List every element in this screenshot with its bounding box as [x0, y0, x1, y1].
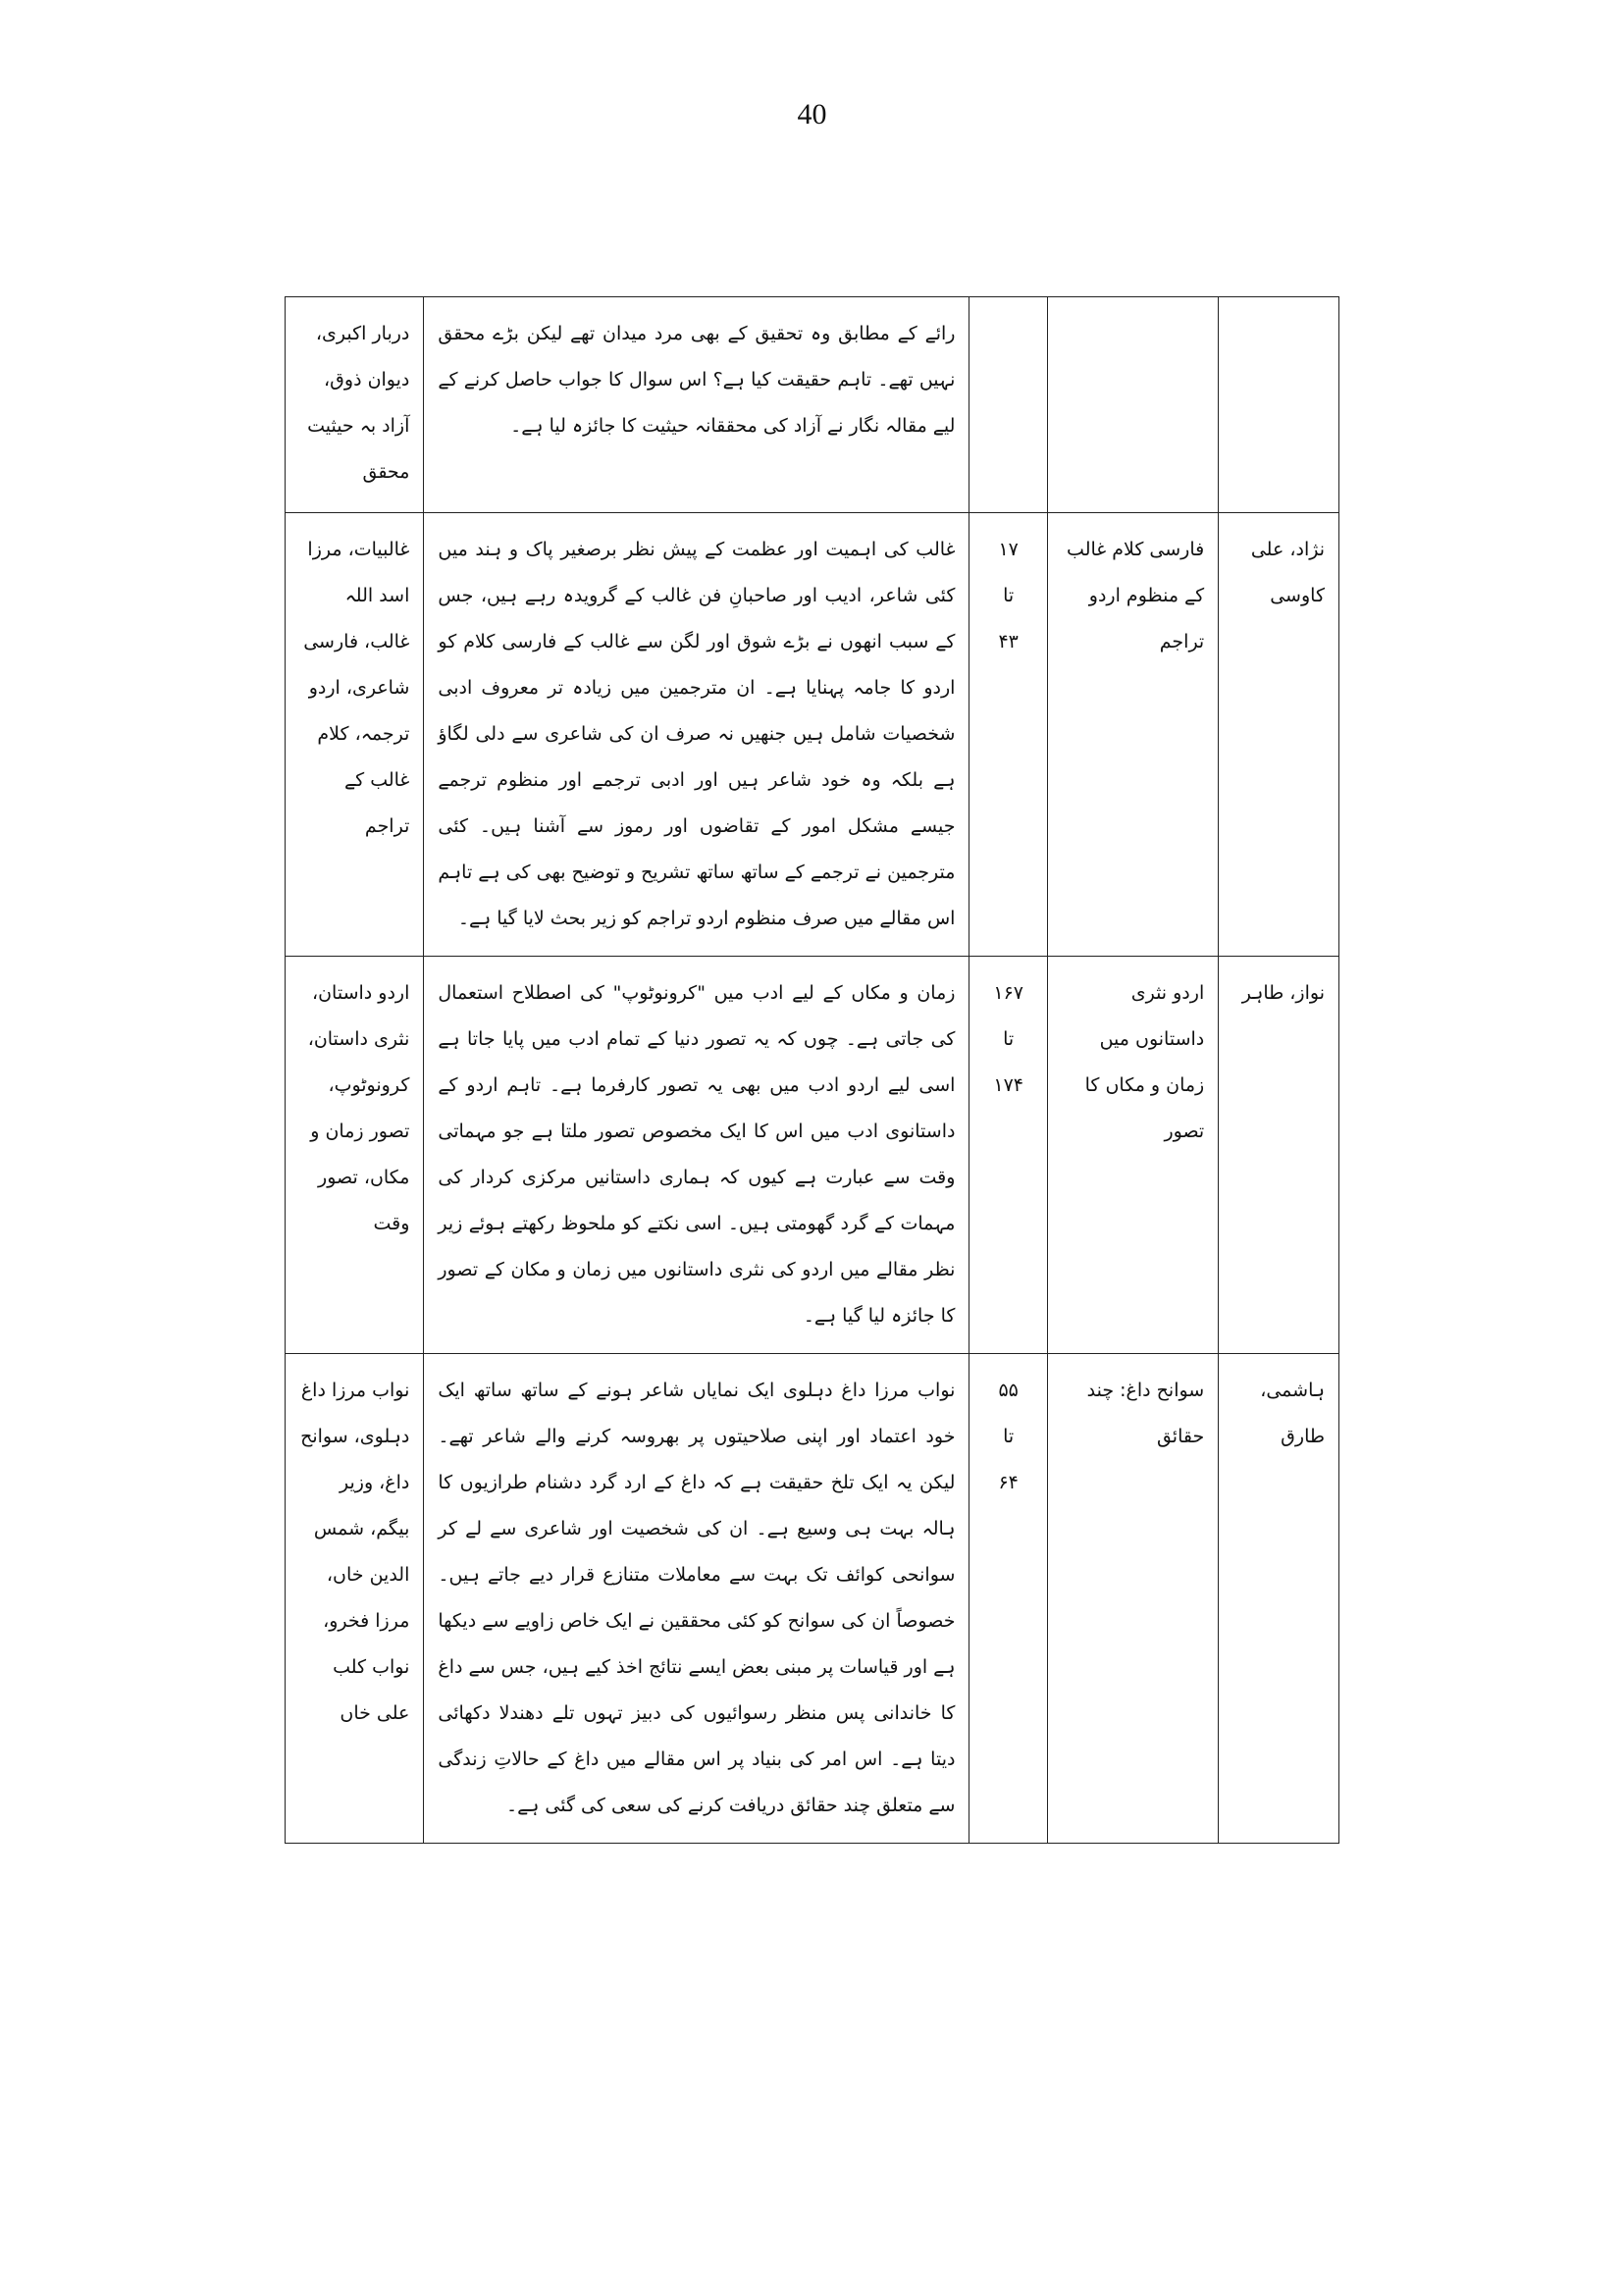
- page-end: ۶۴: [998, 1472, 1019, 1493]
- pages-cell: [969, 297, 1047, 513]
- page-start: ۵۵: [998, 1380, 1019, 1401]
- page-end: ۴۳: [998, 631, 1019, 652]
- article-index-table: [285, 296, 1339, 1844]
- keywords-cell: نواب مرزا داغ دہلوی، سوانح داغ، وزیر بیگم، شمس الدین خاں، مرزا فخرو، نواب کلب علی خاں: [286, 1354, 424, 1844]
- abstract-cell: غالب کی اہمیت اور عظمت کے پیش نظر برصغیر پاک و ہند میں کئی شاعر، ادیب اور صاحبانِ فن غالب کے گرویدہ رہے ہیں، جس کے سبب انھوں نے بڑے شوق اور لگن سے غالب کے فارسی کلام کو اردو کا جامہ پہنایا ہے۔ ان مترجمین میں زیادہ تر معروف ادبی شخصیات شامل ہیں جنھیں نہ صرف ان کی شاعری سے دلی لگاؤ ہے بلکہ وہ خود شاعر ہیں اور ادبی ترجمے اور منظوم ترجمے جیسے مشکل امور کے تقاضوں اور رموز سے آشنا ہیں۔ کئی مترجمین نے ترجمے کے ساتھ ساتھ تشریح و توضیح بھی کی ہے تاہم اس مقالے میں صرف منظوم اردو تراجم کو زیر بحث لایا گیا ہے۔: [424, 513, 969, 957]
- table-row: [286, 1354, 1339, 1844]
- page-sep: تا: [1003, 1426, 1015, 1447]
- keywords-cell: اردو داستان، نثری داستان، کرونوٹوپ، تصور زمان و مکاں، تصور وقت: [286, 957, 424, 1354]
- page-start: ۱۶۷: [993, 982, 1023, 1004]
- page-sep: تا: [1003, 585, 1015, 606]
- pages-cell: [969, 1354, 1047, 1844]
- keywords-cell: دربار اکبری، دیوان ذوق، آزاد بہ حیثیت محقق: [286, 297, 424, 513]
- title-cell: سوانح داغ: چند حقائق: [1047, 1354, 1218, 1844]
- title-cell: اردو نثری داستانوں میں زمان و مکاں کا تصور: [1047, 957, 1218, 1354]
- keywords-cell: غالبیات، مرزا اسد اللہ غالب، فارسی شاعری، اردو ترجمہ، کلام غالب کے تراجم: [286, 513, 424, 957]
- title-cell: فارسی کلام غالب کے منظوم اردو تراجم: [1047, 513, 1218, 957]
- pages-cell: [969, 513, 1047, 957]
- table-row: [286, 297, 1339, 513]
- pages-cell: [969, 957, 1047, 1354]
- page-start: ۱۷: [998, 539, 1019, 560]
- author-cell: نژاد، علی کاوسی: [1219, 513, 1339, 957]
- table-row: [286, 513, 1339, 957]
- abstract-cell: رائے کے مطابق وہ تحقیق کے بھی مرد میدان تھے لیکن بڑے محقق نہیں تھے۔ تاہم حقیقت کیا ہے؟ اس سوال کا جواب حاصل کرنے کے لیے مقالہ نگار نے آزاد کی محققانہ حیثیت کا جائزہ لیا ہے۔: [424, 297, 969, 513]
- table-row: [286, 957, 1339, 1354]
- title-cell: [1047, 297, 1218, 513]
- page-sep: تا: [1003, 1028, 1015, 1050]
- abstract-cell: زمان و مکاں کے لیے ادب میں "کرونوٹوپ" کی اصطلاح استعمال کی جاتی ہے۔ چوں کہ یہ تصور دنیا کے تمام ادب میں پایا جاتا ہے اسی لیے اردو ادب میں بھی یہ تصور کارفرما ہے۔ تاہم اردو کے داستانوی ادب میں اس کا ایک مخصوص تصور ملتا ہے جو مہماتی وقت سے عبارت ہے کیوں کہ ہماری داستانیں مرکزی کردار کی مہمات کے گرد گھومتی ہیں۔ اسی نکتے کو ملحوظ رکھتے ہوئے زیر نظر مقالے میں اردو کی نثری داستانوں میں زمان و مکان کے تصور کا جائزہ لیا گیا ہے۔: [424, 957, 969, 1354]
- page-number: 40: [797, 98, 827, 130]
- author-cell: نواز، طاہر: [1219, 957, 1339, 1354]
- abstract-cell: نواب مرزا داغ دہلوی ایک نمایاں شاعر ہونے کے ساتھ ساتھ ایک خود اعتماد اور اپنی صلاحیتوں پر بھروسہ کرنے والے شاعر تھے۔ لیکن یہ ایک تلخ حقیقت ہے کہ داغ کے ارد گرد دشنام طرازیوں کا ہالہ بہت ہی وسیع ہے۔ ان کی شخصیت اور شاعری سے لے کر سوانحی کوائف تک بہت سے معاملات متنازع قرار دیے جاتے ہیں۔ خصوصاً ان کی سوانح کو کئی محققین نے ایک خاص زاویے سے دیکھا ہے اور قیاسات پر مبنی بعض ایسے نتائج اخذ کیے ہیں، جس سے داغ کا خاندانی پس منظر رسوائیوں کی دبیز تہوں تلے دھندلا دکھائی دیتا ہے۔ اس امر کی بنیاد پر اس مقالے میں داغ کے حالاتِ زندگی سے متعلق چند حقائق دریافت کرنے کی سعی کی گئی ہے۔: [424, 1354, 969, 1844]
- author-cell: [1219, 297, 1339, 513]
- author-cell: ہاشمی، طارق: [1219, 1354, 1339, 1844]
- page-end: ۱۷۴: [993, 1074, 1023, 1096]
